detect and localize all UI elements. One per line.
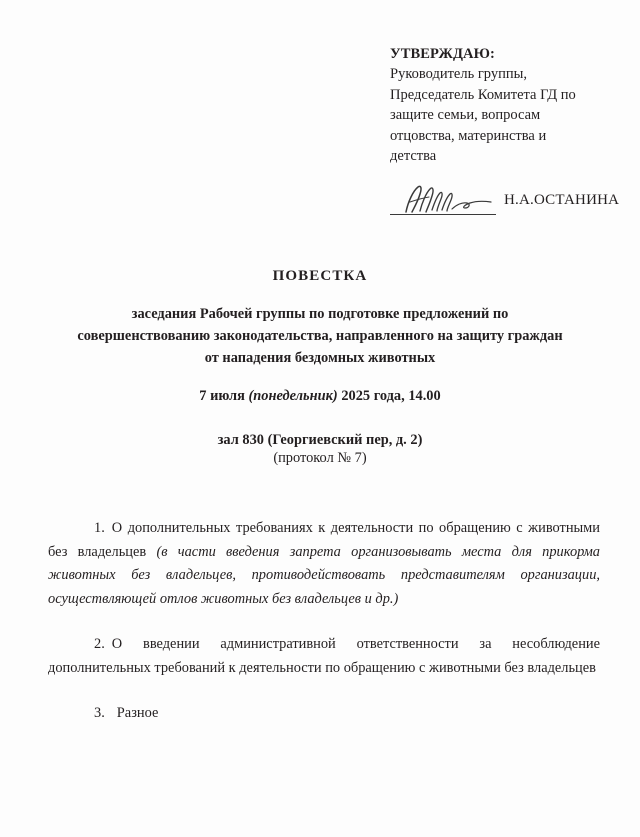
handwritten-signature-icon [396, 182, 500, 223]
meeting-datetime [0, 388, 640, 405]
meeting-date-prefix: 7 июля [199, 388, 245, 404]
page-title: ПОВЕСТКА [272, 268, 368, 284]
agenda-item-3 [48, 702, 600, 726]
approval-line-2: Председатель Комитета ГД по [390, 86, 576, 103]
meeting-weekday: (понедельник) [248, 388, 338, 404]
approval-line-5: детства [390, 148, 437, 164]
agenda-list [48, 517, 600, 748]
agenda-item-1-number: 1. [94, 520, 105, 536]
signature-row [390, 186, 635, 222]
signatory-name: Н.А.ОСТАНИНА [504, 192, 620, 208]
signature-line-area [390, 186, 498, 220]
document-subtitle: заседания Рабочей группы по подготовке предложений по совершенствованию законодательства, направленного на защиту граждан от нападения бездомных животных [77, 306, 563, 366]
approval-line-4: отцовства, материнства и [390, 127, 547, 144]
meeting-protocol-number: (протокол № 7) [273, 450, 367, 466]
agenda-item-3-text: Разное [116, 705, 159, 721]
agenda-item-2-text: О введении административной ответственности за несоблюдение дополнительных требований к деятельности по обращению с животными без владельцев [48, 636, 600, 676]
agenda-item-1 [48, 517, 600, 611]
approval-position-lines [390, 64, 628, 167]
agenda-item-2 [48, 633, 600, 680]
approval-heading: УТВЕРЖДАЮ: [390, 46, 495, 62]
meeting-date-suffix: 2025 года, 14.00 [341, 388, 441, 404]
agenda-item-1-note: (в части введения запрета организовывать места для прикорма животных без владельцев, противодействовать представителям организации, осуществляющей отлов животных без владельцев и др.) [48, 543, 600, 607]
meeting-venue: зал 830 (Георгиевский пер, д. 2) [217, 432, 423, 448]
agenda-item-1-text: О дополнительных требованиях к деятельности по обращению с животными без владельцев [48, 520, 600, 560]
signature-underline [390, 214, 496, 215]
approval-line-1: Руководитель группы, [390, 66, 527, 82]
approval-block [390, 44, 628, 167]
approval-line-3: защите семьи, вопросам [390, 107, 541, 123]
agenda-item-3-number: 3. [94, 705, 105, 721]
agenda-item-2-number: 2. [94, 636, 105, 652]
